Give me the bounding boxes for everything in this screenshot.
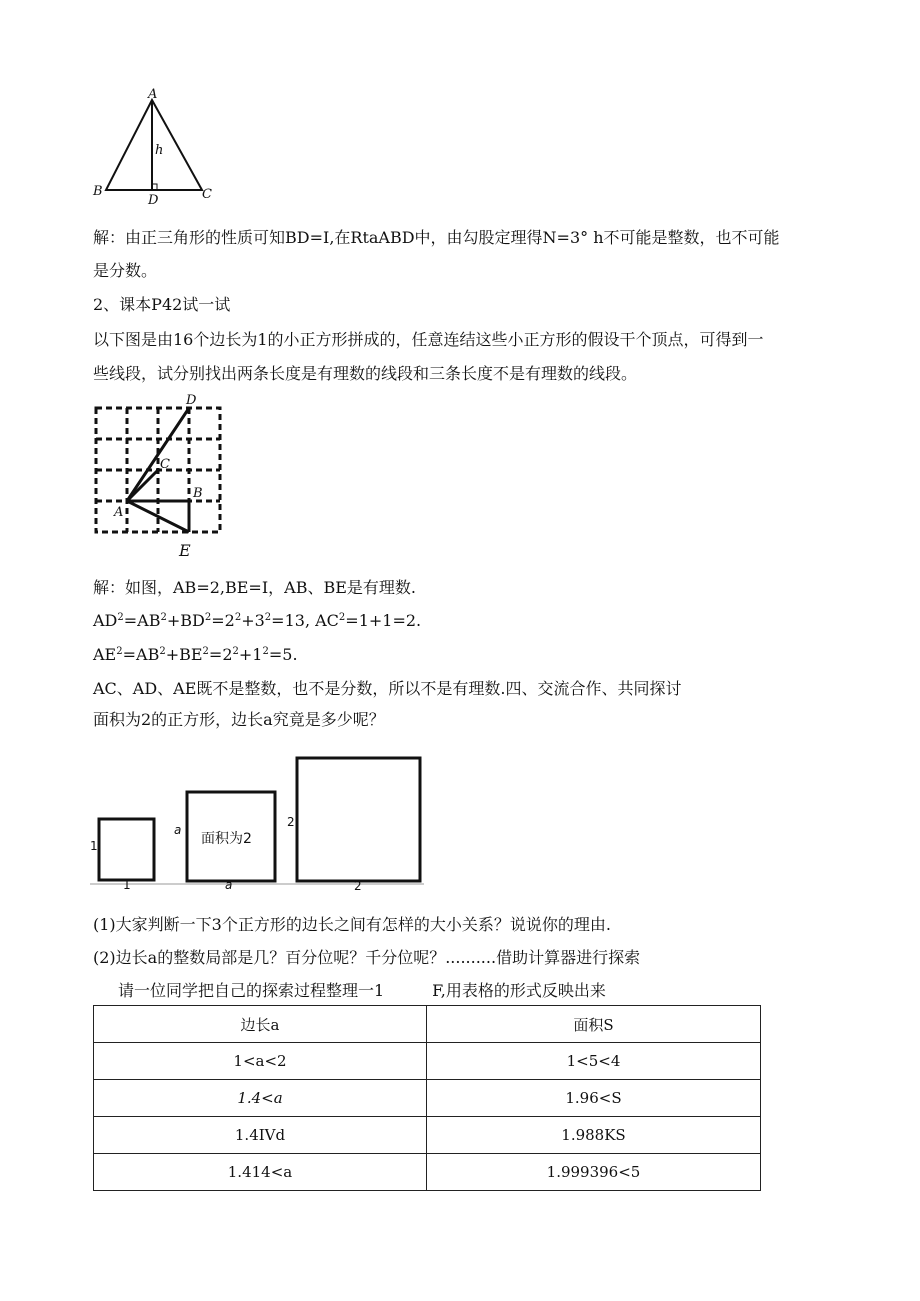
exploration-table: [93, 1005, 761, 1191]
sq3-side-label: 2: [287, 815, 295, 829]
cell-side: 1.414<a: [94, 1154, 427, 1191]
table-row: [94, 1154, 761, 1191]
cell-area: 1.988KS: [427, 1117, 761, 1154]
squares-figure: [88, 750, 428, 895]
cell-side: 1.4<a: [94, 1080, 427, 1117]
sq3-bottom-label: 2: [354, 879, 362, 893]
sq2-area-label: 面积为2: [201, 831, 252, 847]
triangle-figure: [88, 88, 228, 210]
square-side-2: [297, 758, 420, 881]
sq1-side-label: 1: [90, 839, 98, 853]
triangle-abc: [106, 100, 202, 190]
segment-ae: [127, 501, 189, 532]
header-side: 边长a: [94, 1006, 427, 1043]
section2-title: 2、课本P42试一试: [93, 295, 231, 314]
label-a: A: [114, 505, 124, 520]
question-1: (1)大家判断一下3个正方形的边长之间有怎样的大小关系？说说你的理由.: [93, 915, 611, 934]
cell-area: 1<5<4: [427, 1043, 761, 1080]
cell-area: 1.96<S: [427, 1080, 761, 1117]
cell-side: 1.4IVd: [94, 1117, 427, 1154]
solution2-eq1: $AD^2=AB^2+BD^2=2^2+3^2=13$, $AC^2=1+1=2$.: [93, 611, 422, 630]
solution2-eq2: $AE^2=AB^2+BE^2=2^2+1^2=5$.: [93, 645, 298, 664]
sq2-bottom-label: a: [225, 878, 233, 892]
instruction-note: 请一位同学把自己的探索过程整理一1 F,用表格的形式反映出来: [118, 981, 606, 1000]
table-row: [94, 1080, 761, 1117]
solution2-line1: 解：如图，AB=2,BE=I，AB、BE是有理数.: [93, 578, 416, 597]
triangle-diagram: [88, 88, 228, 210]
sq1-bottom-label: 1: [123, 878, 131, 892]
square-side-1: [99, 819, 154, 880]
table-header-row: [94, 1006, 761, 1043]
label-b: B: [193, 486, 203, 501]
cell-side: 1<a<2: [94, 1043, 427, 1080]
grid-diagram: [88, 390, 238, 562]
segment-ac: [127, 470, 158, 501]
section2-desc2: 些线段，试分别找出两条长度是有理数的线段和三条长度不是有理数的线段。: [93, 364, 638, 383]
question-2: (2)边长a的整数局部是几？百分位呢？千分位呢？..........借助计算器进行探索: [93, 948, 641, 967]
cell-area: 1.999396<5: [427, 1154, 761, 1191]
label-b: B: [93, 184, 103, 199]
squares-diagram: [88, 750, 428, 895]
label-a: A: [148, 88, 158, 102]
label-h: h: [155, 143, 164, 158]
label-c: C: [202, 187, 212, 202]
grid-figure: [88, 390, 238, 562]
label-e: E: [179, 541, 191, 560]
label-c: C: [160, 457, 170, 472]
solution1-line2: 是分数。: [93, 261, 158, 280]
header-area: 面积S: [427, 1006, 761, 1043]
table-row: [94, 1117, 761, 1154]
sq2-side-label: a: [174, 823, 182, 837]
label-d: D: [186, 393, 197, 408]
solution2-line4: AC、AD、AE既不是整数，也不是分数，所以不是有理数.四、交流合作、共同探讨: [93, 679, 682, 698]
label-d: D: [148, 193, 159, 208]
solution2-line5: 面积为2的正方形，边长a究竟是多少呢？: [93, 710, 385, 729]
solution1-line1: 解：由正三角形的性质可知BD=I,在RtaABD中，由勾股定理得N=3° h不可能是整数，也不可能: [93, 228, 780, 247]
table-row: [94, 1043, 761, 1080]
section2-desc1: 以下图是由16个边长为1的小正方形拼成的，任意连结这些小正方形的假设干个顶点，可得到一: [93, 330, 764, 349]
